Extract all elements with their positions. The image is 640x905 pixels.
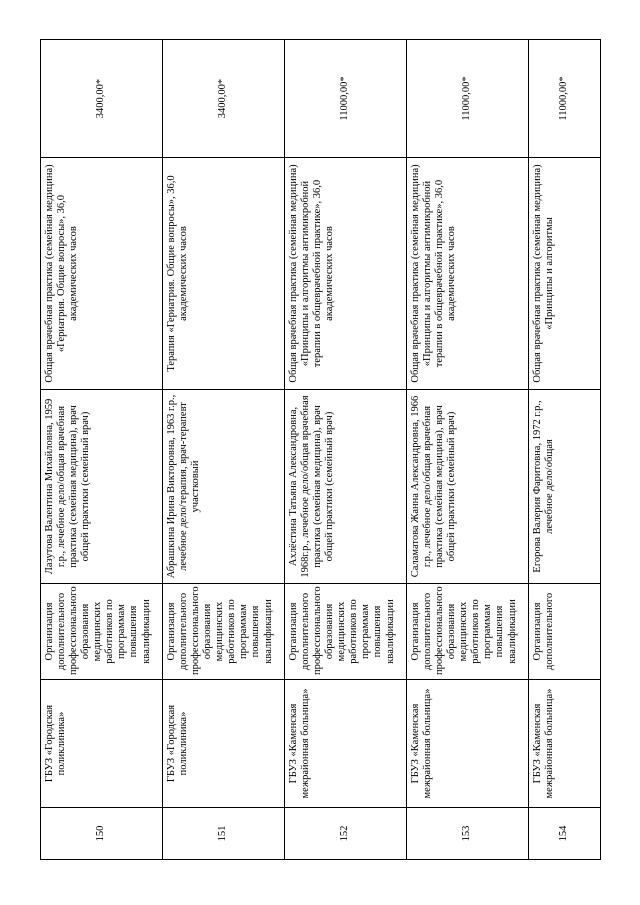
organization-cell: ГБУЗ «Городская поликлиника» [41, 680, 163, 808]
organization-cell: ГБУЗ «Каменская межрайонная больница» [529, 680, 601, 808]
price-cell: 11000,00* [529, 40, 601, 158]
row-number: 154 [529, 808, 601, 860]
trainee-cell: Ахлёстина Татьяна Александровна, 1968г.р., лечебное дело/общая врачебная практика (семейная медицина), врач общей практики (семейный врач) [285, 390, 407, 584]
price-cell: 3400,00* [163, 40, 285, 158]
service-type-cell: Организация дополнительного профессионального образования медицинских работников по программам повышения квалификации [407, 584, 529, 680]
trainee-cell: Саламатова Жанна Александровна, 1966 г.р., лечебное дело/общая врачебная практика (семейная медицина), врач общей практики (семейный врач) [407, 390, 529, 584]
service-type-cell: Организация дополнительного [529, 584, 601, 680]
program-cell: Общая врачебная практика (семейная медицина) «Принципы и алгоритмы антимикробной терапии в общеврачебной практике», 36,0 академических часов [285, 158, 407, 390]
row-number: 153 [407, 808, 529, 860]
table-row [529, 40, 601, 860]
trainee-cell: Абрашкина Ирина Викторовна, 1963 г.р., лечебное дело/терапия, врач-терапевт участковый [163, 390, 285, 584]
trainee-cell: Егорова Валерия Фаритовна, 1972 г.р., лечебное дело/общая [529, 390, 601, 584]
organization-cell: ГБУЗ «Каменская межрайонная больница» [407, 680, 529, 808]
service-type-cell: Организация дополнительного профессионального образования медицинских работников по программам повышения квалификации [163, 584, 285, 680]
trainee-cell: Лазутова Валентина Михайловна, 1959 г.р., лечебное дело/общая врачебная практика (семейная медицина), врач общей практики (семейный врач) [41, 390, 163, 584]
service-type-cell: Организация дополнительного профессионального образования медицинских работников по программам повышения квалификации [41, 584, 163, 680]
price-cell: 3400,00* [41, 40, 163, 158]
organization-cell: ГБУЗ «Городская поликлиника» [163, 680, 285, 808]
row-number: 152 [285, 808, 407, 860]
table-row [407, 40, 529, 860]
table-row [41, 40, 163, 860]
service-type-cell: Организация дополнительного профессионального образования медицинских работников по программам повышения квалификации [285, 584, 407, 680]
price-cell: 11000,00* [285, 40, 407, 158]
program-cell: Общая врачебная практика (семейная медицина) «Гериатрия. Общие вопросы», 36,0 академических часов [41, 158, 163, 390]
row-number: 151 [163, 808, 285, 860]
table-row [285, 40, 407, 860]
row-number: 150 [41, 808, 163, 860]
price-cell: 11000,00* [407, 40, 529, 158]
training-table [40, 39, 601, 860]
rotated-table-wrapper [40, 40, 600, 860]
program-cell: Общая врачебная практика (семейная медицина) «Принципы и алгоритмы [529, 158, 601, 390]
program-cell: Общая врачебная практика (семейная медицина) «Принципы и алгоритмы антимикробной терапии в общеврачебной практике», 36,0 академических часов [407, 158, 529, 390]
table-row [163, 40, 285, 860]
program-cell: Терапия «Гериатрия. Общие вопросы», 36,0 академических часов [163, 158, 285, 390]
organization-cell: ГБУЗ «Каменская межрайонная больница» [285, 680, 407, 808]
rotated-page [40, 40, 600, 860]
